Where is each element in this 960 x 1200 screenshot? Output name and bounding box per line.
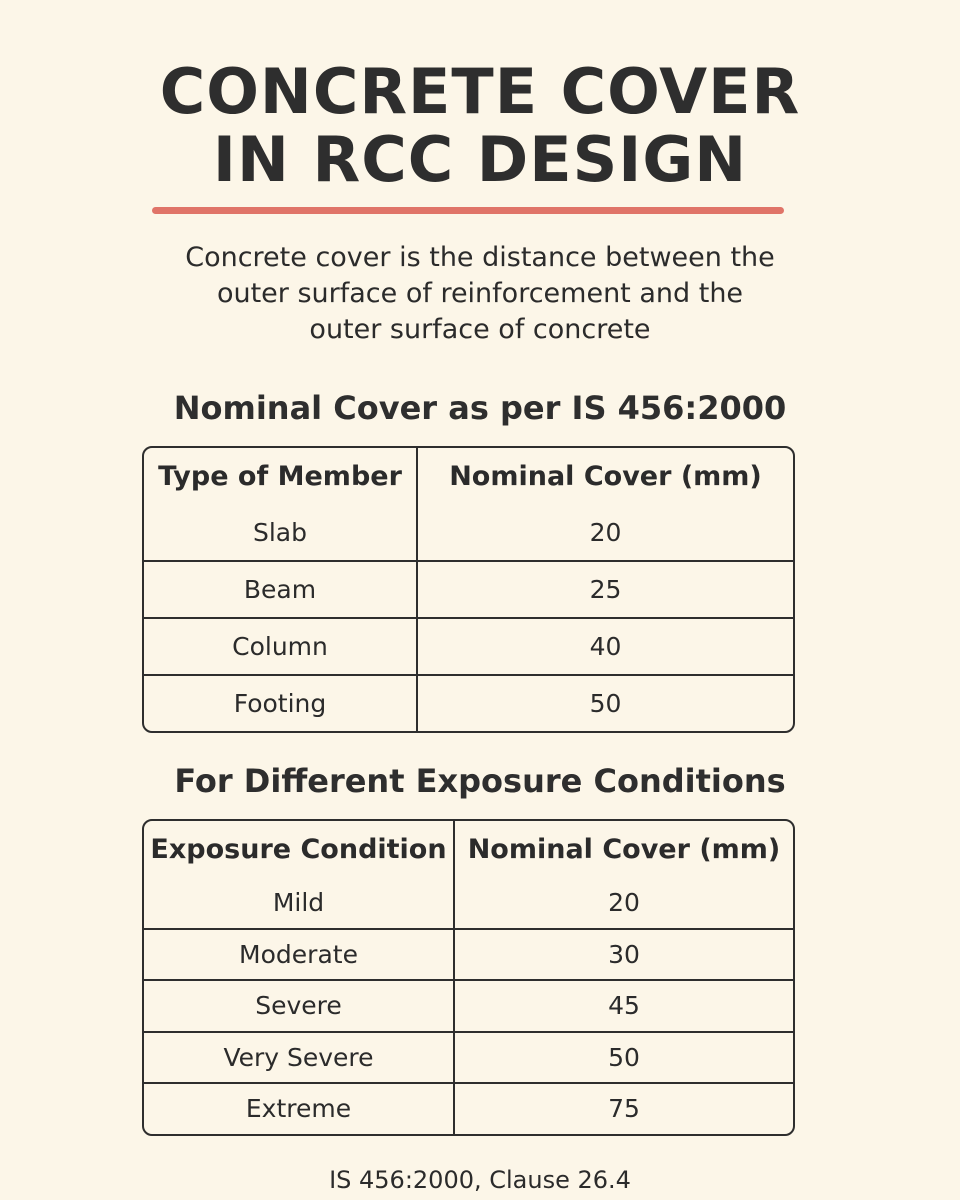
table-header-row xyxy=(144,821,793,878)
intro-line-3: outer surface of concrete xyxy=(309,314,651,345)
cover-cell: 40 xyxy=(418,619,793,676)
exposure-conditions-heading: For Different Exposure Conditions xyxy=(174,762,786,800)
exposure-cover-table xyxy=(142,819,795,1136)
cover-cell: 50 xyxy=(589,689,622,718)
nominal-cover-heading: Nominal Cover as per IS 456:2000 xyxy=(173,389,787,427)
table-row xyxy=(144,1084,793,1134)
exposure-cell: Extreme xyxy=(144,1084,455,1134)
member-cell: Footing xyxy=(144,676,418,731)
cover-cell: 50 xyxy=(455,1033,793,1085)
table-row xyxy=(144,505,793,562)
cover-cell: 45 xyxy=(455,981,793,1033)
exposure-cell: Moderate xyxy=(144,930,455,982)
cover-cell: 25 xyxy=(418,562,793,619)
exposure-cell: Very Severe xyxy=(144,1033,455,1085)
member-cell: Column xyxy=(144,619,418,676)
column-header-exposure: Exposure Condition xyxy=(144,821,455,878)
nominal-cover-table xyxy=(142,446,795,733)
member-cell: Beam xyxy=(144,562,418,619)
member-cell: Slab xyxy=(144,505,418,562)
cover-cell: 30 xyxy=(455,930,793,982)
cover-cell: 75 xyxy=(608,1094,640,1124)
table-row xyxy=(144,1033,793,1085)
intro-line-2: outer surface of reinforcement and the xyxy=(216,278,744,309)
column-header-cover: Nominal Cover (mm) xyxy=(449,461,762,492)
exposure-cell: Severe xyxy=(144,981,455,1033)
exposure-cell: Mild xyxy=(144,878,455,930)
title-underline-divider xyxy=(152,207,784,214)
column-header-member: Type of Member xyxy=(144,448,418,505)
table-row xyxy=(144,930,793,982)
cover-cell: 20 xyxy=(418,505,793,562)
cover-cell: 20 xyxy=(455,878,793,930)
table-row xyxy=(144,562,793,619)
table-row xyxy=(144,619,793,676)
source-footnote: IS 456:2000, Clause 26.4 xyxy=(329,1166,631,1194)
title-line-1: CONCRETE COVER xyxy=(159,55,801,128)
table-row xyxy=(144,981,793,1033)
table-row xyxy=(144,878,793,930)
table-row xyxy=(144,676,793,731)
column-header-cover: Nominal Cover (mm) xyxy=(467,834,781,865)
title-line-2: IN RCC DESIGN xyxy=(212,123,748,196)
page-title xyxy=(0,55,960,196)
intro-line-1: Concrete cover is the distance between the xyxy=(185,242,775,273)
table-header-row xyxy=(144,448,793,505)
intro-paragraph xyxy=(100,240,860,348)
